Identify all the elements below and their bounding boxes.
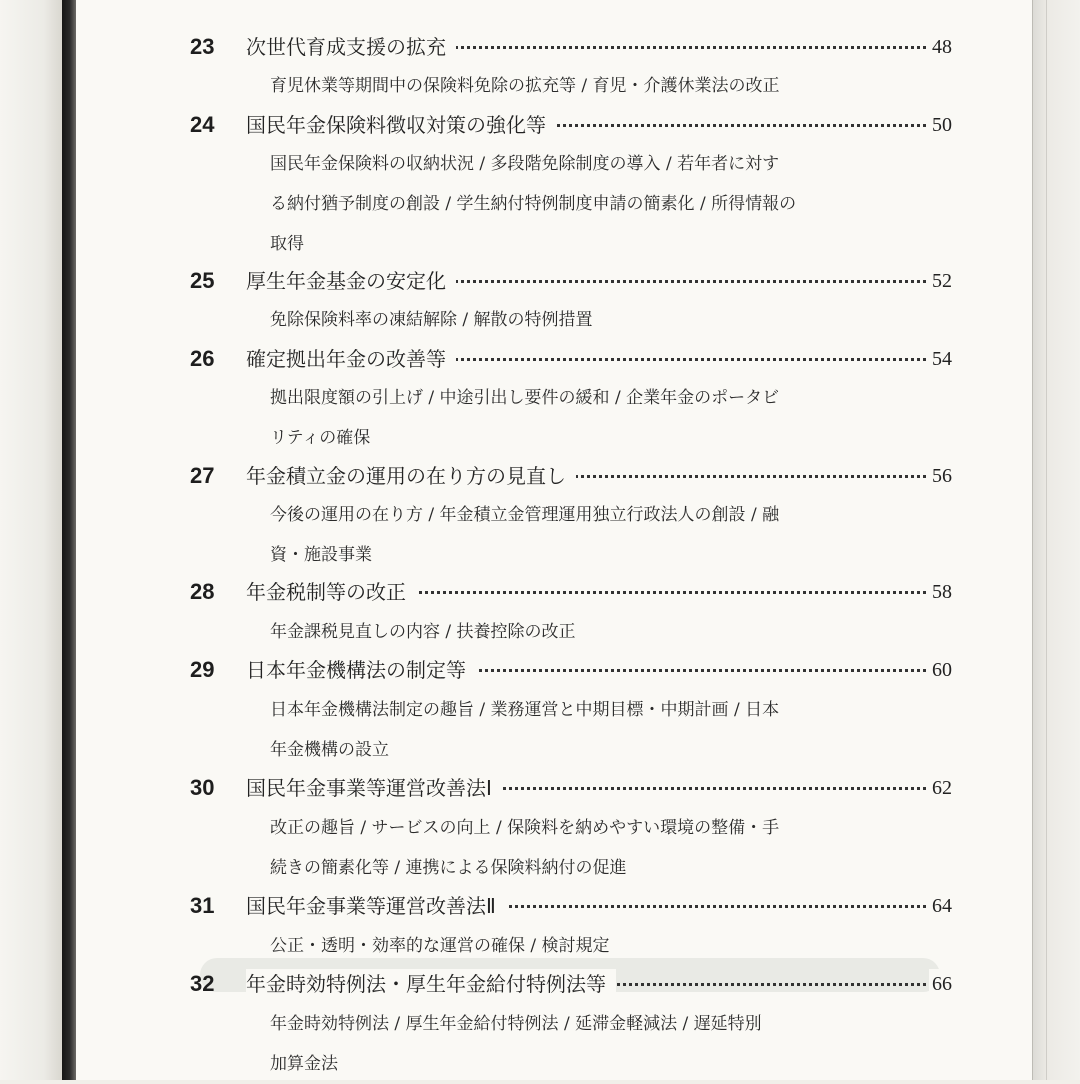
toc-subtopics: 加算金法 — [270, 1054, 338, 1074]
page-number: 48 — [929, 32, 952, 62]
chapter-number: 27 — [190, 463, 215, 488]
toc-subtopics: 取得 — [270, 234, 304, 254]
toc-entry-32[interactable] — [190, 969, 952, 999]
toc-subtopics: 国民年金保険料の収納状況 / 多段階免除制度の導入 / 若年者に対す — [270, 154, 780, 174]
chapter-title: 年金税制等の改正 — [246, 577, 416, 607]
page-number: 66 — [929, 969, 952, 999]
book-spine-shadow — [62, 0, 76, 1080]
chapter-number: 28 — [190, 579, 215, 604]
chapter-title: 国民年金保険料徴収対策の強化等 — [246, 110, 556, 140]
facing-page-edge — [0, 0, 62, 1080]
toc-entry-25[interactable] — [190, 266, 952, 296]
toc-subtopics: リティの確保 — [270, 428, 371, 448]
page-number: 58 — [929, 577, 952, 607]
chapter-number: 25 — [190, 268, 215, 293]
page-number: 62 — [929, 773, 952, 803]
toc-subtopics: 年金時効特例法 / 厚生年金給付特例法 / 延滞金軽減法 / 遅延特別 — [270, 1014, 762, 1034]
page-stack-line — [1046, 0, 1047, 1080]
chapter-number: 32 — [190, 971, 215, 996]
toc-subtopics: 改正の趣旨 / サービスの向上 / 保険料を納めやすい環境の整備・手 — [270, 818, 780, 838]
page-number: 56 — [929, 461, 952, 491]
page-stack-edge — [1032, 0, 1080, 1080]
toc-subtopics: 年金機構の設立 — [270, 740, 389, 760]
chapter-title: 年金積立金の運用の在り方の見直し — [246, 461, 576, 491]
page-number: 60 — [929, 655, 952, 685]
toc-subtopics: 免除保険料率の凍結解除 / 解散の特例措置 — [270, 310, 593, 330]
chapter-title: 確定拠出年金の改善等 — [246, 344, 456, 374]
chapter-title: 日本年金機構法の制定等 — [246, 655, 476, 685]
page-number: 54 — [929, 344, 952, 374]
toc-entry-30[interactable] — [190, 773, 952, 803]
chapter-number: 24 — [190, 112, 215, 137]
toc-subtopics: 続きの簡素化等 / 連携による保険料納付の促進 — [270, 858, 627, 878]
chapter-number: 26 — [190, 346, 215, 371]
chapter-number: 23 — [190, 34, 215, 59]
toc-entry-29[interactable] — [190, 655, 952, 685]
page-number: 52 — [929, 266, 952, 296]
toc-subtopics: 年金課税見直しの内容 / 扶養控除の改正 — [270, 622, 576, 642]
chapter-title: 厚生年金基金の安定化 — [246, 266, 456, 296]
toc-subtopics: 公正・透明・効率的な運営の確保 / 検討規定 — [270, 936, 610, 956]
toc-subtopics: る納付猶予制度の創設 / 学生納付特例制度申請の簡素化 / 所得情報の — [270, 194, 797, 214]
chapter-title: 国民年金事業等運営改善法Ⅰ — [246, 773, 502, 803]
toc-subtopics: 資・施設事業 — [270, 545, 372, 565]
toc-entry-31[interactable] — [190, 891, 952, 921]
toc-subtopics: 拠出限度額の引上げ / 中途引出し要件の緩和 / 企業年金のポータビ — [270, 388, 780, 408]
toc-entry-23[interactable] — [190, 32, 952, 62]
chapter-title: 次世代育成支援の拡充 — [246, 32, 456, 62]
toc-subtopics: 日本年金機構法制定の趣旨 / 業務運営と中期目標・中期計画 / 日本 — [270, 700, 780, 720]
toc-entry-24[interactable] — [190, 110, 952, 140]
chapter-number: 29 — [190, 657, 215, 682]
chapter-number: 30 — [190, 775, 215, 800]
toc-entry-26[interactable] — [190, 344, 952, 374]
chapter-title: 年金時効特例法・厚生年金給付特例法等 — [246, 969, 616, 999]
toc-entry-28[interactable] — [190, 577, 952, 607]
page-number: 64 — [929, 891, 952, 921]
chapter-number: 31 — [190, 893, 215, 918]
page-number: 50 — [929, 110, 952, 140]
toc-subtopics: 育児休業等期間中の保険料免除の拡充等 / 育児・介護休業法の改正 — [270, 76, 780, 96]
toc-entry-27[interactable] — [190, 461, 952, 491]
chapter-title: 国民年金事業等運営改善法Ⅱ — [246, 891, 506, 921]
toc-subtopics: 今後の運用の在り方 / 年金積立金管理運用独立行政法人の創設 / 融 — [270, 505, 780, 525]
